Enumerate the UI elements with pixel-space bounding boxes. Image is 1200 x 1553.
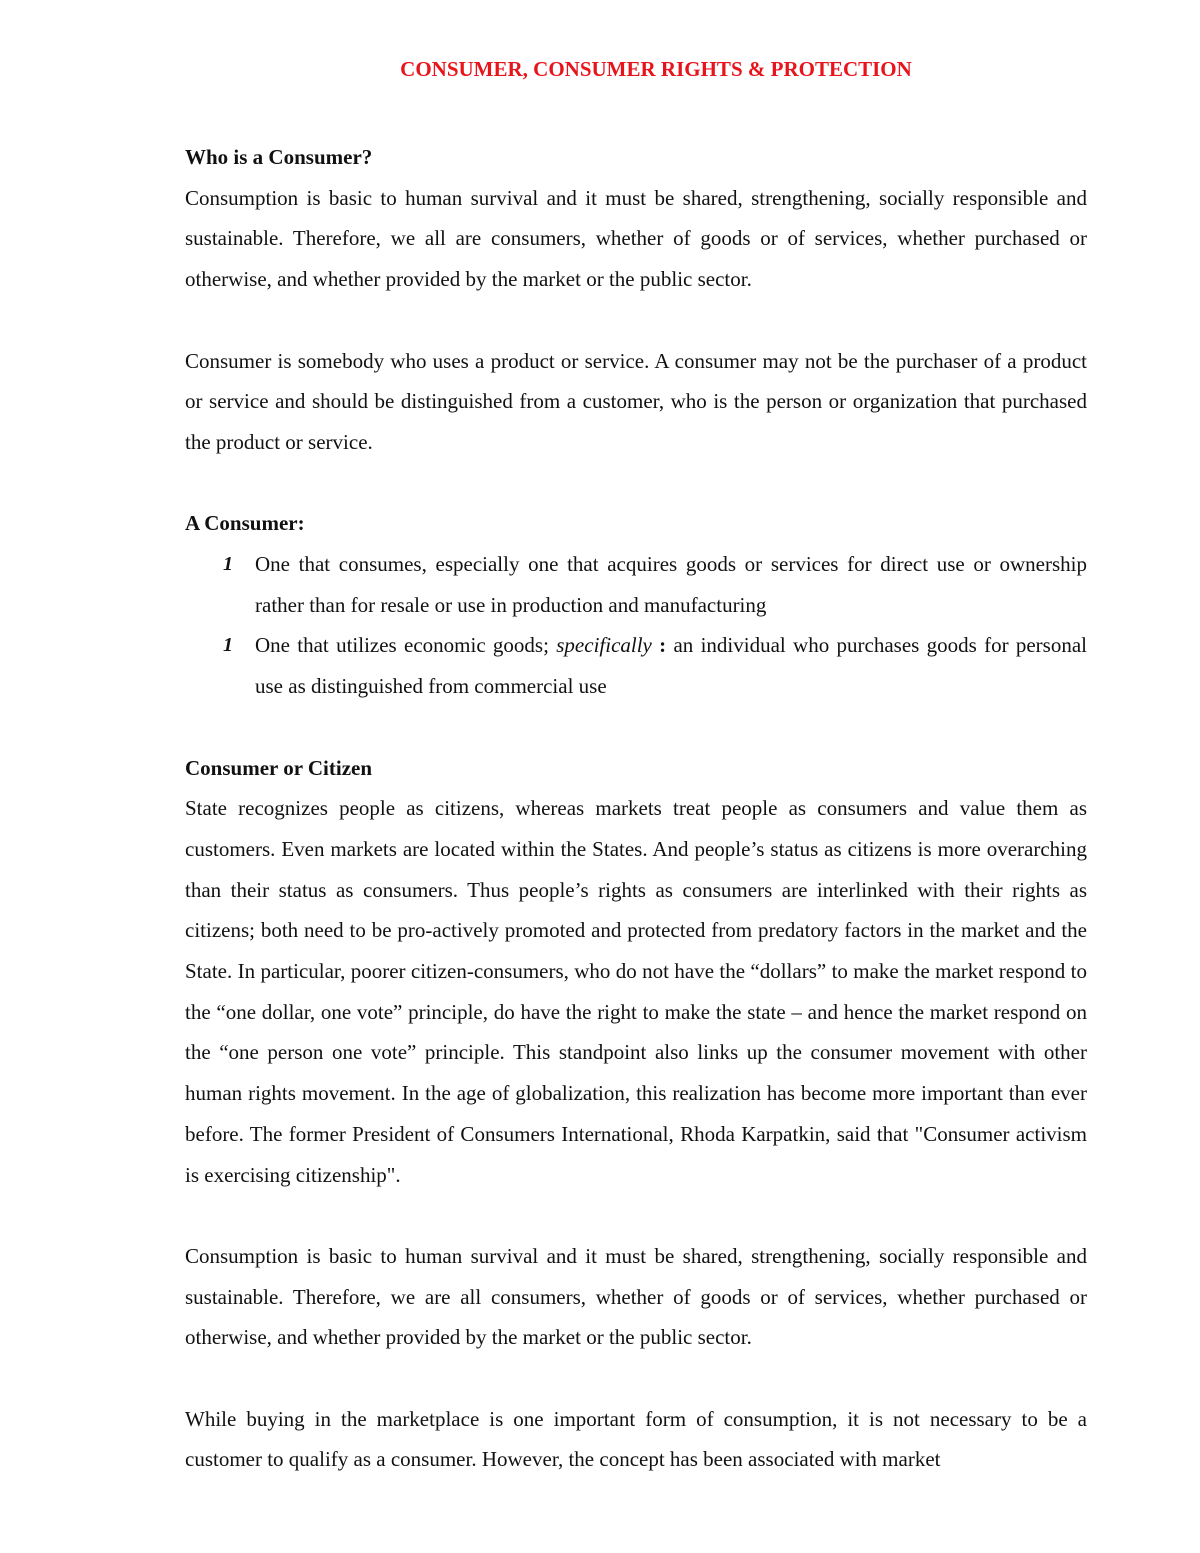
heading-consumer-or-citizen: Consumer or Citizen [185,755,373,780]
paragraph-spacer [185,463,1087,504]
list-item [185,544,1087,625]
paragraph-spacer [185,1195,1087,1236]
paragraph-citizen-2: Consumption is basic to human survival and it must be shared, strengthening, socially responsible and sustainable. Therefore, we are all consumers, whether of goods or of services, whether purchased or otherwise, and whether provided by the market or the public sector. [185,1243,1087,1350]
heading-who-is-a-consumer: Who is a Consumer? [185,145,373,169]
document-title: CONSUMER, CONSUMER RIGHTS & PROTECTION [400,57,912,81]
list-item-text-start: One that utilizes economic goods; [255,633,557,658]
list-item-text-end: an individual who purchases goods for personal use as distinguished from commercial use [255,633,1087,699]
paragraph-who-2: Consumer is somebody who uses a product or service. A consumer may not be the purchaser of a product or service and should be distinguished from a customer, who is the person or organization that purchased the product or service. [185,348,1087,454]
heading-a-consumer: A Consumer: [185,511,305,536]
list-item-text: One that consumes, especially one that acquires goods or services for direct use or ownership rather than for resale or use in production and manufacturing [255,552,1087,617]
list-item-emphasis: specifically [556,633,652,658]
list-item [185,625,1087,706]
paragraph-citizen-1: State recognizes people as citizens, whereas markets treat people as consumers and value them as customers. Even markets are located within the States. And people’s status as citizens is more overarching than their status as consumers. Thus people’s rights as consumers are interlinked with their rights as citizens; both need to be pro-actively promoted and protected from predatory factors in the market and the State. In particular, poorer citizen-consumers, who do not have the “dollars” to make the market respond to the “one dollar, one vote” principle, do have the right to make the state – and hence the market respond on the “one person one vote” principle. This standpoint also links up the consumer movement with other human rights movement. In the age of globalization, this realization has become more important than ever before. The former President of Consumers International, Rhoda Karpatkin, said that "Consumer activism is exercising citizenship". [185,796,1087,1187]
paragraph-citizen-3: While buying in the marketplace is one important form of consumption, it is not necessary to be a customer to qualify as a consumer. However, the concept has been associated with market [185,1406,1087,1472]
document-page [185,52,1087,1480]
consumer-definition-list [185,544,1087,707]
paragraph-spacer [185,707,1087,748]
bullet-icon: 1 [223,553,233,575]
paragraph-spacer [185,300,1087,341]
paragraph-who-1: Consumption is basic to human survival and it must be shared, strengthening, socially responsible and sustainable. Therefore, we all are consumers, whether of goods or of services, whether purchased or otherwise, and whether provided by the market or the public sector. [185,185,1087,292]
list-item-colon: : [651,633,674,658]
paragraph-spacer [185,1358,1087,1399]
bullet-icon: 1 [223,634,233,657]
